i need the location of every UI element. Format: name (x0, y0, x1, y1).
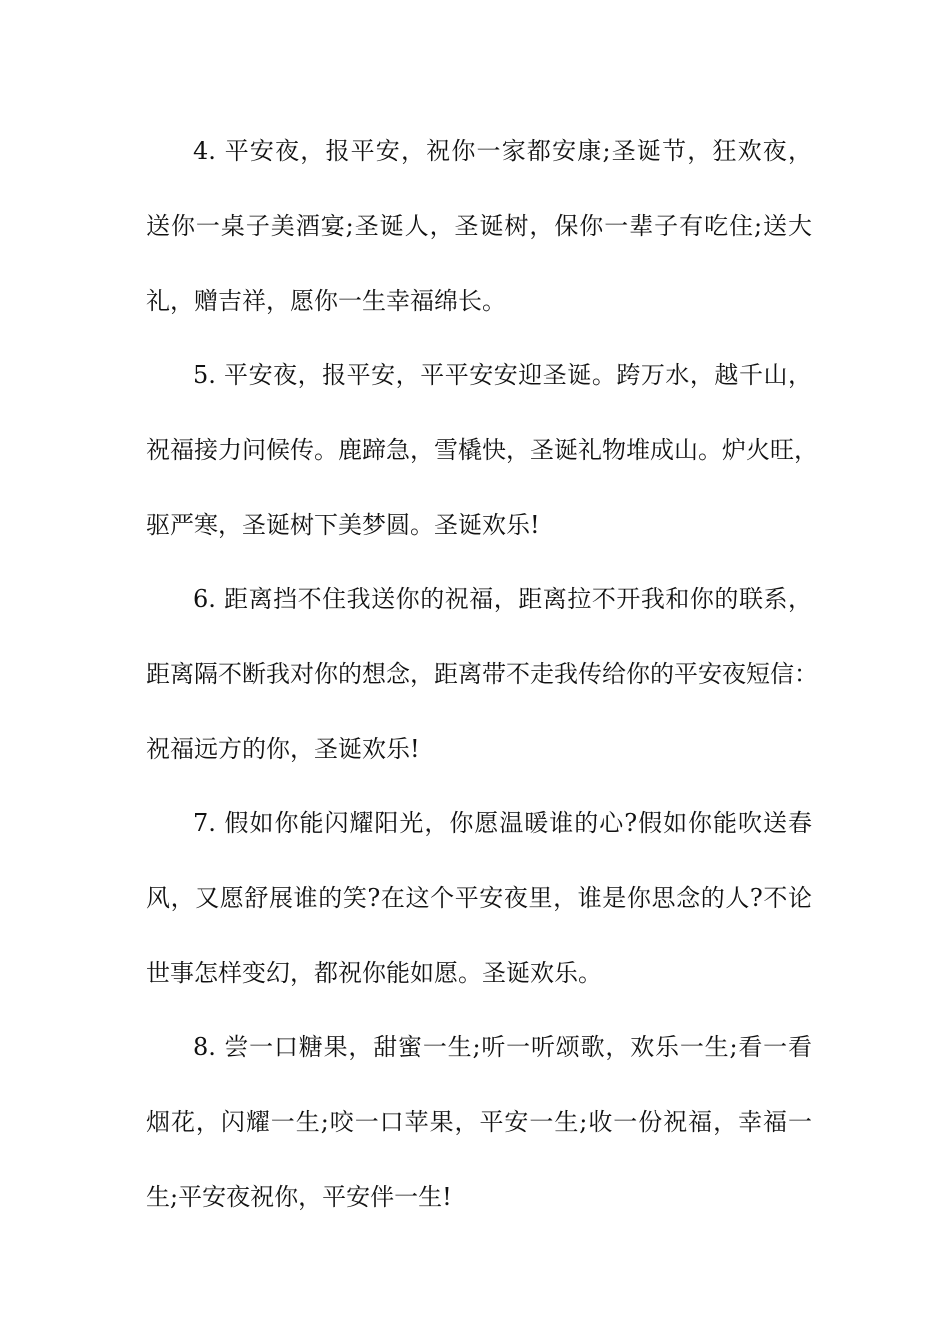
paragraph-line: 送你一桌子美酒宴;圣诞人，圣诞树，保你一辈子有吃住;送大 (146, 212, 812, 240)
paragraph-line: 世事怎样变幻，都祝你能如愿。圣诞欢乐。 (146, 959, 602, 987)
paragraph-line: 祝福远方的你，圣诞欢乐! (146, 735, 420, 763)
paragraph-line: 驱严寒，圣诞树下美梦圆。圣诞欢乐! (146, 511, 540, 539)
paragraph-line: 6. 距离挡不住我送你的祝福，距离拉不开我和你的联系， (193, 585, 812, 613)
paragraph-line: 8. 尝一口糖果，甜蜜一生;听一听颂歌，欢乐一生;看一看 (193, 1033, 812, 1061)
paragraph-line: 风，又愿舒展谁的笑?在这个平安夜里，谁是你思念的人?不论 (146, 884, 812, 912)
paragraph-line: 祝福接力问候传。鹿蹄急，雪橇快，圣诞礼物堆成山。炉火旺， (146, 436, 818, 464)
paragraph-line: 生;平安夜祝你，平安伴一生! (146, 1183, 452, 1211)
paragraph-line: 距离隔不断我对你的想念，距离带不走我传给你的平安夜短信： (146, 660, 818, 688)
paragraph-line: 5. 平安夜，报平安，平平安安迎圣诞。跨万水，越千山， (193, 361, 812, 389)
paragraph-line: 礼，赠吉祥，愿你一生幸福绵长。 (146, 287, 506, 315)
paragraph-line: 7. 假如你能闪耀阳光，你愿温暖谁的心?假如你能吹送春 (193, 809, 812, 837)
paragraph-line: 烟花，闪耀一生;咬一口苹果，平安一生;收一份祝福，幸福一 (146, 1108, 812, 1136)
paragraph-line: 4. 平安夜，报平安，祝你一家都安康;圣诞节，狂欢夜， (193, 137, 812, 165)
